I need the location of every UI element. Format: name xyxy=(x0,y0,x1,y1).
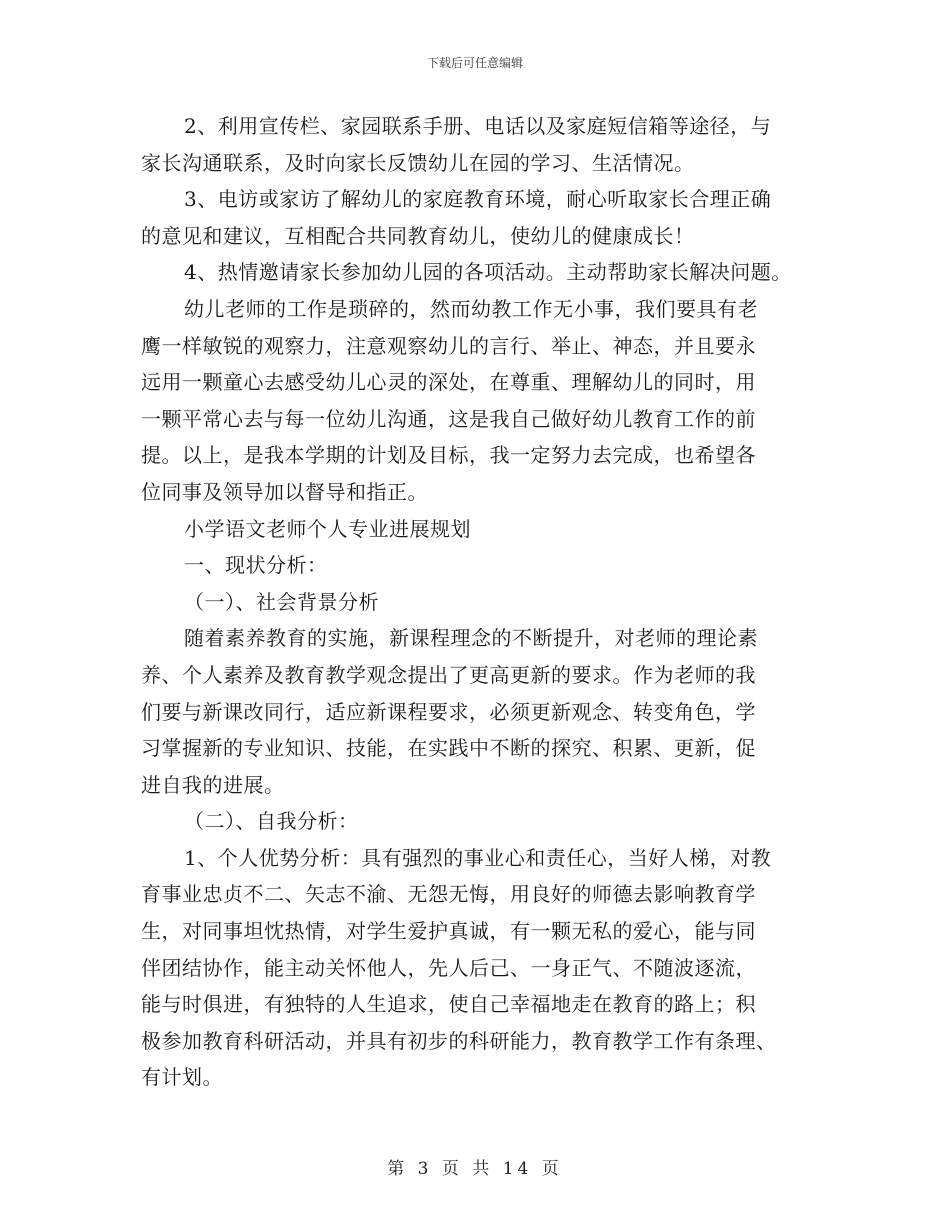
section-heading: 一、现状分析： xyxy=(184,553,328,578)
subsection-heading: （二）、自我分析： xyxy=(184,809,359,834)
paragraph-line: 4、热情邀请家长参加幼儿园的各项活动。主动帮助家长解决问题。 xyxy=(184,260,792,285)
paragraph-line: 1、个人优势分析：具有强烈的事业心和责任心，当好人梯，对教 xyxy=(184,845,772,870)
paragraph-line: 随着素养教育的实施，新课程理念的不断提升，对老师的理论素 xyxy=(184,626,758,651)
paragraph-line: 家长沟通联系，及时向家长反馈幼儿在园的学习、生活情况。 xyxy=(141,150,695,175)
paragraph-line: 鹰一样敏锐的观察力，注意观察幼儿的言行、举止、神态，并且要永 xyxy=(141,333,756,358)
paragraph-line: 习掌握新的专业知识、技能，在实践中不断的探究、积累、更新，促 xyxy=(141,736,756,761)
paragraph-line: 们要与新课改同行，适应新课程要求，必须更新观念、转变角色，学 xyxy=(141,699,756,724)
page-footer: 第 3 页 共 14 页 xyxy=(387,1159,563,1179)
paragraph-line: 2、利用宣传栏、家园联系手册、电话以及家庭短信箱等途径，与 xyxy=(184,114,772,138)
paragraph-line: 一颗平常心去与每一位幼儿沟通，这是我自己做好幼儿教育工作的前 xyxy=(141,406,756,431)
paragraph-line: 3、电访或家访了解幼儿的家庭教育环境，耐心听取家长合理正确 xyxy=(184,187,772,212)
paragraph-line: 有计划。 xyxy=(141,1065,223,1090)
paragraph-line: 的意见和建议，互相配合共同教育幼儿，使幼儿的健康成长！ xyxy=(141,223,695,248)
subsection-heading: （一）、社会背景分析 xyxy=(184,589,379,614)
paragraph-line: 位同事及领导加以督导和指正。 xyxy=(141,479,428,504)
page-header: 下载后可任意编辑 xyxy=(426,56,523,70)
paragraph-line: 生，对同事坦忱热情，对学生爱护真诚，有一颗无私的爱心，能与同 xyxy=(141,919,756,944)
paragraph-line: 提。以上，是我本学期的计划及目标，我一定努力去完成，也希望各 xyxy=(141,443,756,468)
paragraph-line: 幼儿老师的工作是琐碎的，然而幼教工作无小事，我们要具有老 xyxy=(184,296,758,321)
paragraph-line: 进自我的进展。 xyxy=(141,772,285,797)
paragraph-line: 能与时俱进，有独特的人生追求，使自己幸福地走在教育的路上；积 xyxy=(141,992,756,1017)
paragraph-line: 伴团结协作，能主动关怀他人，先人后己、一身正气、不随波逐流， xyxy=(141,955,756,980)
section-title: 小学语文老师个人专业进展规划 xyxy=(184,516,471,541)
paragraph-line: 育事业忠贞不二、矢志不渝、无怨无悔，用良好的师德去影响教育学 xyxy=(141,882,756,907)
paragraph-line: 养、个人素养及教育教学观念提出了更高更新的要求。作为老师的我 xyxy=(141,662,756,687)
paragraph-line: 远用一颗童心去感受幼儿心灵的深处，在尊重、理解幼儿的同时，用 xyxy=(141,370,756,395)
document-body xyxy=(141,108,809,1096)
paragraph-line: 极参加教育科研活动，并具有初步的科研能力，教育教学工作有条理、 xyxy=(141,1028,777,1053)
